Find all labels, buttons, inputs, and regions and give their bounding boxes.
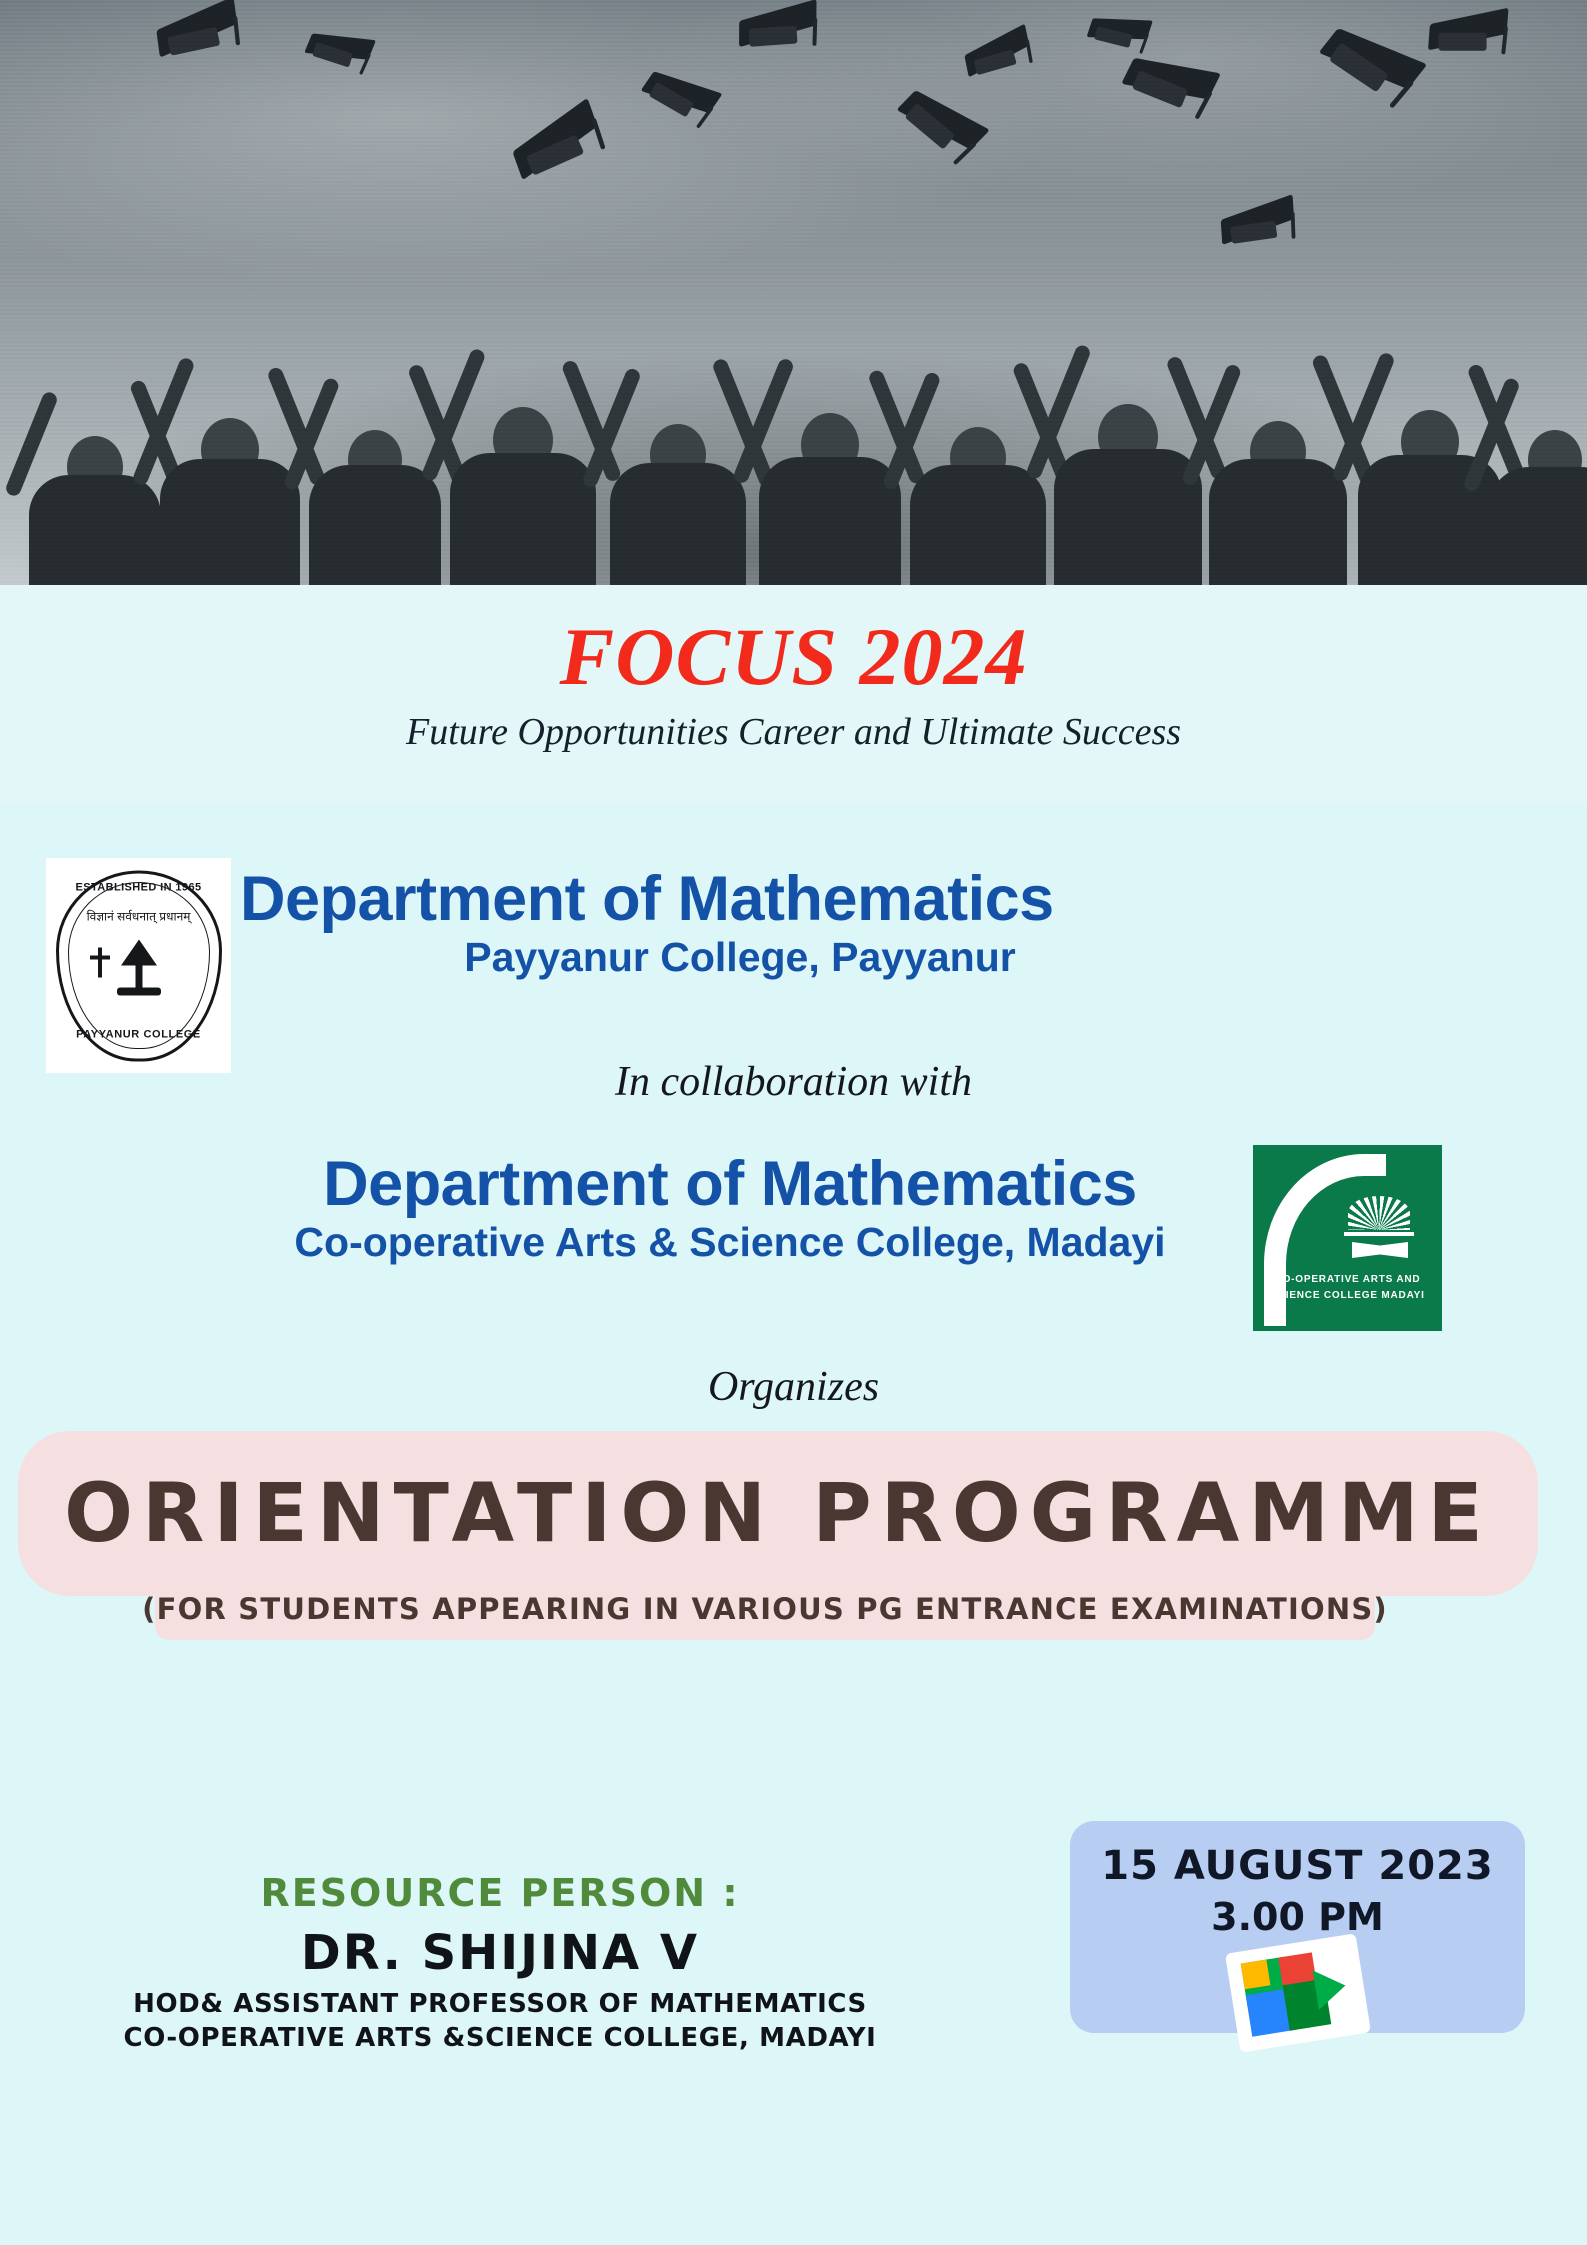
payyanur-college-crest-icon (46, 858, 231, 1073)
page-title: FOCUS 2024 (559, 611, 1028, 702)
crest-motto-text: विज्ञानं सर्वधनात् प्रधानम् (86, 909, 191, 923)
madayi-college-logo-icon (1253, 1145, 1442, 1331)
collaborator-text (170, 1151, 1290, 1266)
event-note-banner (142, 1578, 1388, 1640)
collaborator-department: Department of Mathematics (323, 1149, 1137, 1219)
organizer-block (0, 828, 1587, 1058)
crest-outline (56, 870, 222, 1061)
page-subtitle: Future Opportunities Career and Ultimate Success (405, 711, 1182, 753)
poster-body (0, 803, 1587, 2245)
schedule-card (1070, 1821, 1525, 2033)
organizer-college: Payyanur College, Payyanur (464, 934, 1016, 981)
organizes-label: Organizes (707, 1364, 880, 1410)
collaborator-college: Co-operative Arts & Science College, Madayi (294, 1219, 1166, 1266)
crest-established-text: ESTABLISHED IN 1965 (75, 881, 202, 893)
collaboration-label: In collaboration with (615, 1059, 972, 1105)
organizer-department: Department of Mathematics (240, 864, 1054, 934)
title-band (0, 585, 1587, 803)
resource-person-label: RESOURCE PERSON : (260, 1871, 740, 1915)
hero-photo (0, 0, 1587, 585)
resource-person-name: DR. SHIJINA V (300, 1925, 700, 1981)
google-meet-icon[interactable] (1224, 1933, 1370, 2052)
photo-grain-overlay (0, 0, 1587, 585)
resource-person-block (70, 1871, 930, 2053)
event-title: ORIENTATION PROGRAMME (64, 1466, 1492, 1561)
resource-person-college: CO-OPERATIVE ARTS &SCIENCE COLLEGE, MADAYI (123, 2023, 877, 2053)
event-date: 15 AUGUST 2023 (1101, 1843, 1494, 1889)
event-title-banner (18, 1431, 1538, 1596)
event-note: (FOR STUDENTS APPEARING IN VARIOUS PG ENTRANCE EXAMINATIONS) (142, 1592, 1388, 1626)
event-time: 3.00 PM (1211, 1895, 1384, 1939)
collaborator-block (0, 1133, 1587, 1363)
madayi-logo-line1: CO-OPERATIVE ARTS AND (1274, 1274, 1421, 1285)
crest-college-text: PAYYANUR COLLEGE (76, 1028, 201, 1040)
organizer-text (240, 866, 1240, 981)
madayi-logo-line2: SCIENCE COLLEGE MADAYI (1270, 1290, 1425, 1301)
crest-emblem-icon (96, 931, 182, 1003)
resource-person-role: HOD& ASSISTANT PROFESSOR OF MATHEMATICS (133, 1989, 867, 2019)
